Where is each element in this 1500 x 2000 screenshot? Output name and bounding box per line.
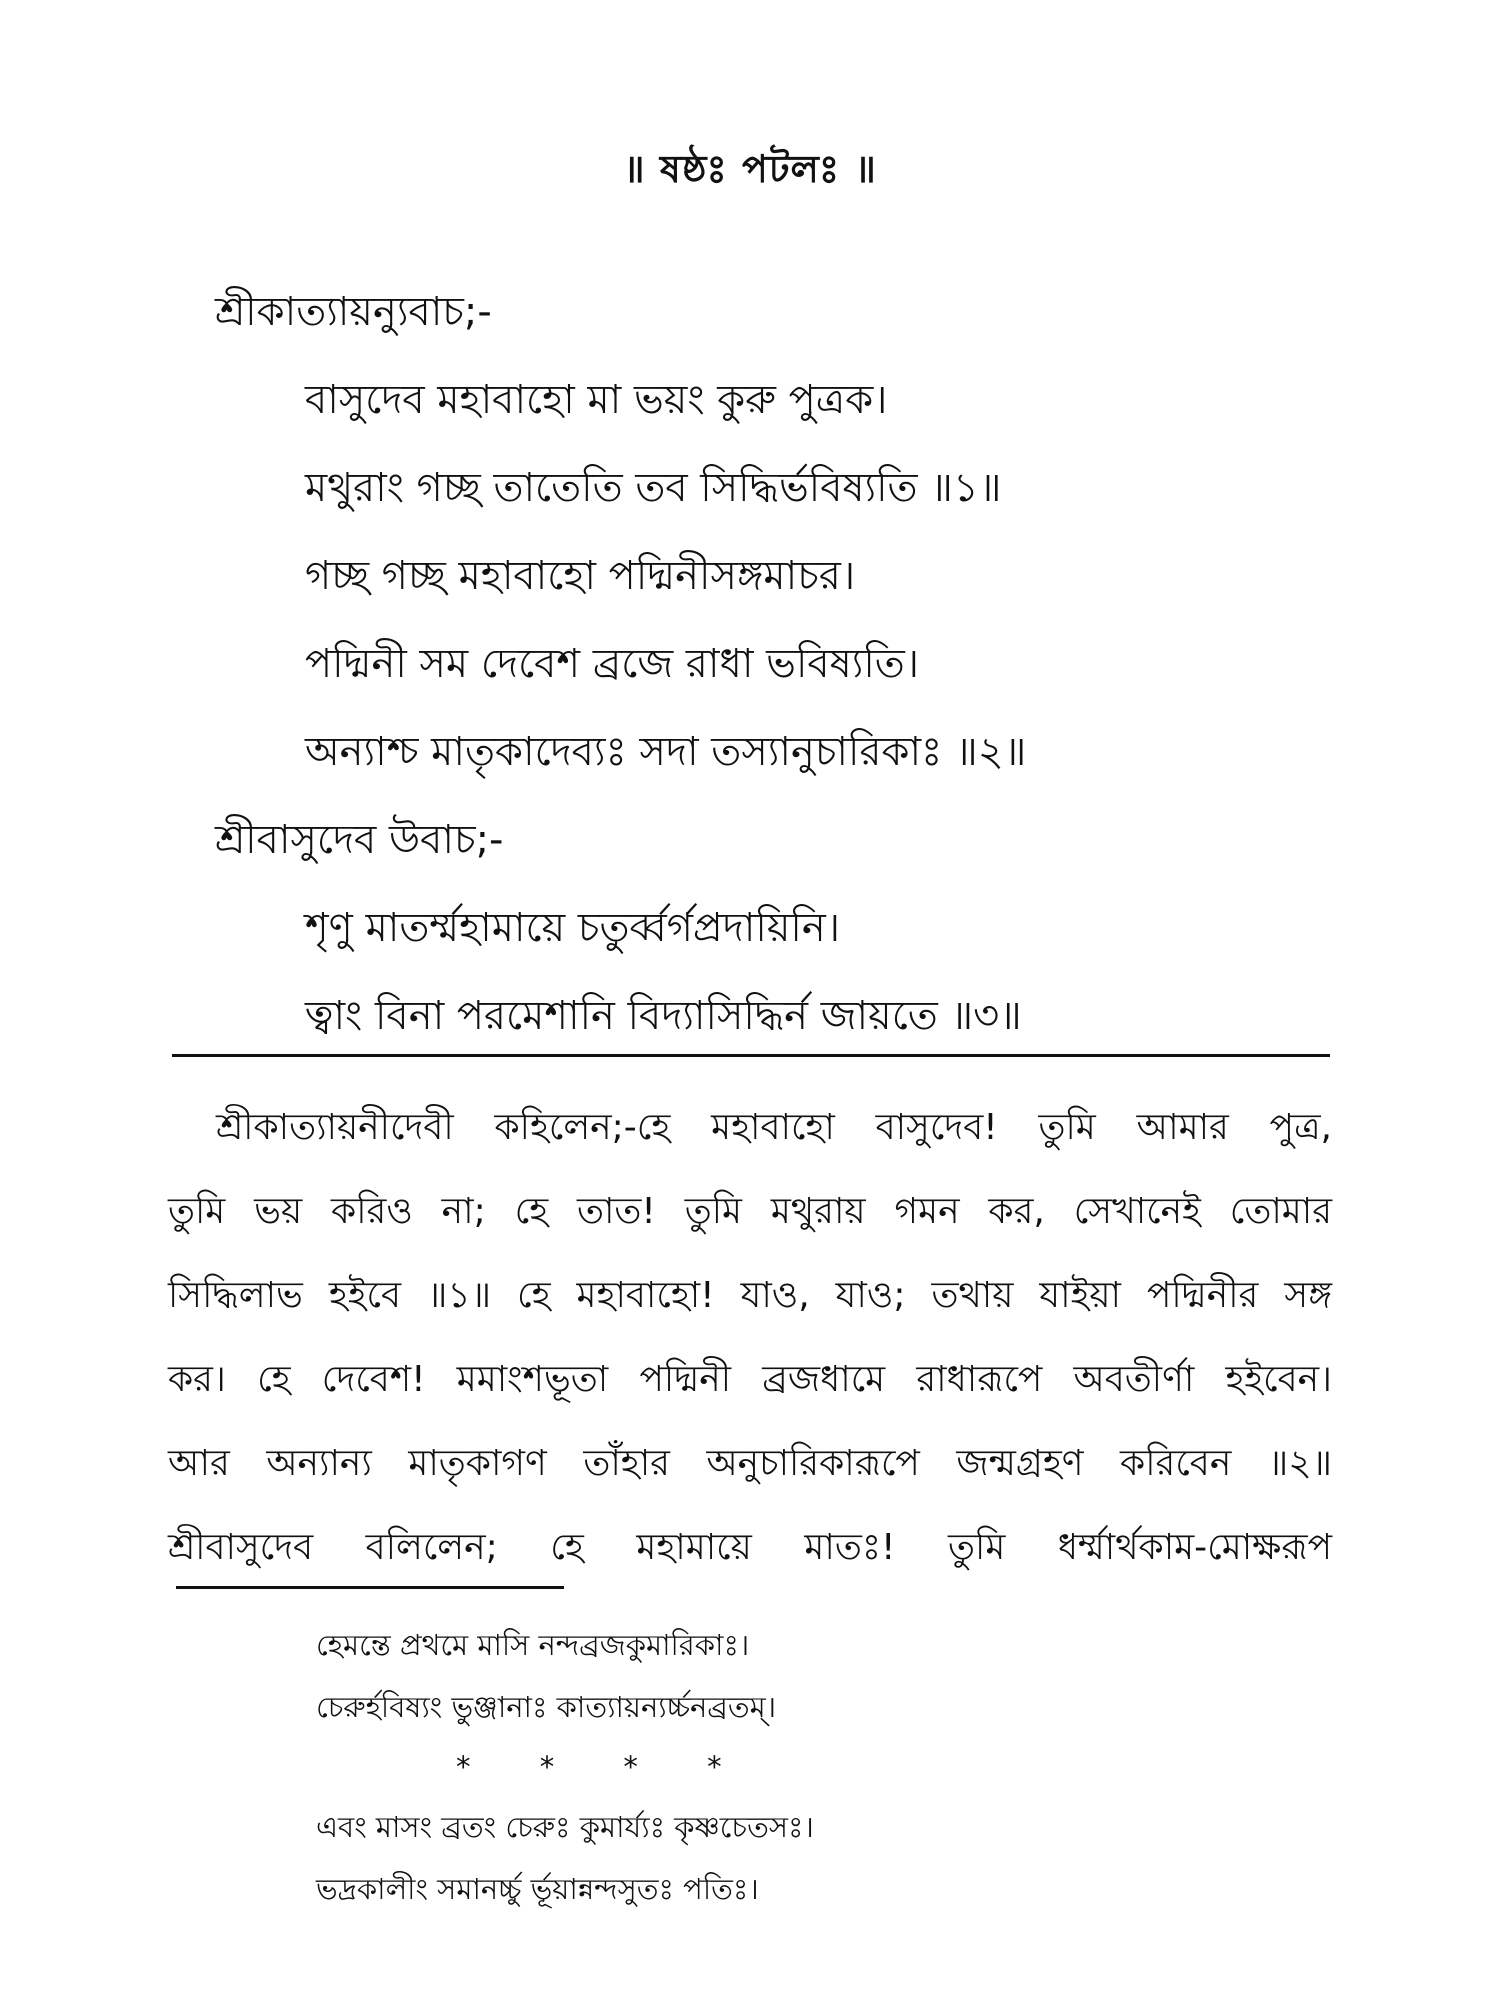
verse-line: ত্বাং বিনা পরমেশানি বিদ্যাসিদ্ধির্ন জায়তে ॥৩॥ (305, 993, 1022, 1039)
verse-line: অন্যাশ্চ মাতৃকাদেব্যঃ সদা তস্যানুচারিকাঃ ॥২॥ (305, 729, 1027, 775)
translation-line: তুমি ভয় করিও না; হে তাত! তুমি মথুরায় গমন কর, সেখানেই তোমার (168, 1191, 1332, 1232)
verse-line: শৃণু মাতর্ম্মহামায়ে চতুর্ব্বর্গপ্রদায়িনি। (305, 905, 841, 951)
verse-line: মথুরাং গচ্ছ তাতেতি তব সিদ্ধির্ভবিষ্যতি ॥১॥ (305, 465, 1002, 511)
verse-speaker: শ্রীকাত্যায়ন্যুবাচ;- (215, 289, 492, 335)
footnote-line: হেমন্তে প্রথমে মাসি নন্দব্রজকুমারিকাঃ। (316, 1628, 750, 1662)
footnote-separator: * * * * (456, 1750, 752, 1784)
footnote-divider (176, 1586, 564, 1589)
section-divider (172, 1054, 1330, 1057)
verse-line: গচ্ছ গচ্ছ মহাবাহো পদ্মিনীসঙ্গমাচর। (305, 553, 856, 599)
translation-line: কর। হে দেবেশ! মমাংশভূতা পদ্মিনী ব্রজধামে রাধারূপে অবতীর্ণা হইবেন। (168, 1359, 1332, 1400)
verse-line: পদ্মিনী সম দেবেশ ব্রজে রাধা ভবিষ্যতি। (305, 641, 920, 687)
footnote (316, 1614, 1216, 1920)
footnote-line: চেরুর্হবিষ্যং ভুঞ্জানাঃ কাত্যায়ন্যর্চ্চনব্রতম্। (316, 1690, 777, 1724)
translation-line: সিদ্ধিলাভ হইবে ॥১॥ হে মহাবাহো! যাও, যাও; তথায় যাইয়া পদ্মিনীর সঙ্গ (168, 1275, 1332, 1316)
footnote-line: ভদ্রকালীং সমানর্চ্চু র্ভূয়ান্নন্দসুতঃ পতিঃ। (316, 1872, 759, 1906)
chapter-title: ॥ ষষ্ঠঃ পটলঃ ॥ (623, 147, 877, 191)
verse-speaker: শ্রীবাসুদেব উবাচ;- (215, 817, 504, 863)
translation-line: শ্রীকাত্যায়নীদেবী কহিলেন;-হে মহাবাহো বাসুদেব! তুমি আমার পুত্র, (216, 1107, 1332, 1148)
verse-line: বাসুদেব মহাবাহো মা ভয়ং কুরু পুত্রক। (305, 377, 888, 423)
translation-line: আর অন্যান্য মাতৃকাগণ তাঁহার অনুচারিকারূপে জন্মগ্রহণ করিবেন ॥২॥ (168, 1443, 1332, 1484)
footnote-line: এবং মাসং ব্রতং চেরুঃ কুমার্য্যঃ কৃষ্ণচেতসঃ। (316, 1810, 814, 1844)
sanskrit-verses (215, 268, 1335, 1060)
translation-line: শ্রীবাসুদেব বলিলেন; হে মহামায়ে মাতঃ! তুমি ধর্ম্মার্থকাম-মোক্ষরূপ (168, 1527, 1332, 1568)
bengali-translation (168, 1086, 1332, 1590)
